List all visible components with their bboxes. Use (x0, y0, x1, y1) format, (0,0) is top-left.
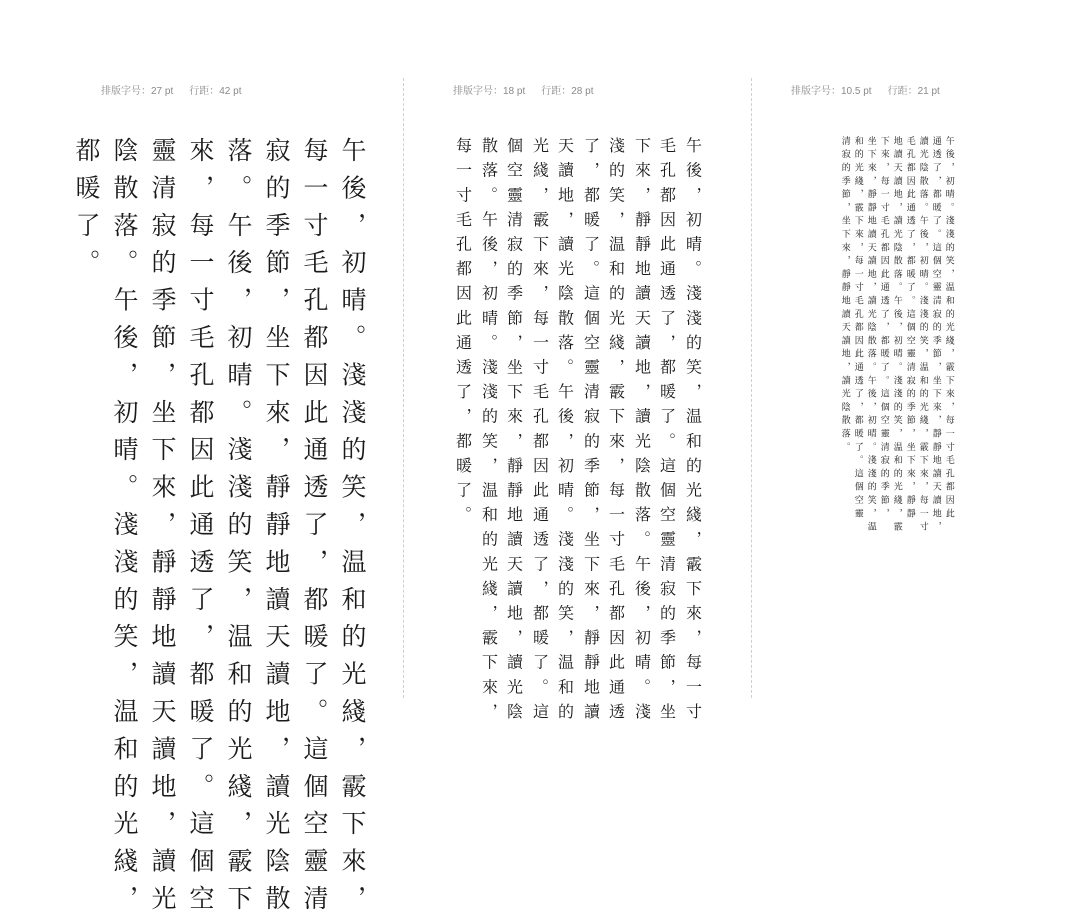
text-column: 天讀地，讀光陰散落。午後，初晴。淺淺的笑，温和的 (555, 137, 575, 728)
text-column: 個空靈清寂的季節，坐下來，靜靜地讀天讀地，讀光陰 (504, 137, 524, 728)
text-column: 午後，初晴。淺淺的笑，温和的光綫，霰下來，每一寸毛孔都因此 (943, 136, 954, 522)
text-column: 坐下來，靜靜地讀天讀地，讀光陰散落。午後，初晴。淺淺的笑，温 (865, 136, 876, 535)
text-column: 每一寸毛孔都因此通透了，都暖了。 (453, 137, 473, 531)
text-column: 了，都暖了。這個空靈清寂的季節，坐下來，靜靜地讀 (581, 137, 601, 728)
text-column: 毛孔都因此通透了，都暖了。這個空靈清寂的季節，坐 (657, 137, 677, 728)
font-size-label: 排版字号：27 pt (101, 86, 174, 97)
text-column: 通透了，都暖了。這個空靈清寂的季節，坐下來，靜靜地讀天讀地， (930, 136, 941, 535)
leading-label: 行距：21 pt (887, 86, 940, 97)
font-size-label: 排版字号：18 pt (453, 86, 526, 97)
text-column: 落。午後，初晴。淺淺的笑，温和的光綫，霰下 (224, 137, 253, 922)
caption-10-5pt (791, 82, 940, 97)
text-column: 午後，初晴。淺淺的笑，温和的光綫，霰下來，每一寸 (683, 137, 703, 728)
text-column: 和的光綫，霰下來，每一寸毛孔都因此通透了，都暖了。這個空靈 (852, 136, 863, 522)
caption-18pt (453, 82, 594, 97)
text-column: 都暖了。 (72, 137, 101, 287)
text-column: 寂的季節，坐下來，靜靜地讀天讀地，讀光陰散 (262, 137, 291, 922)
text-column: 淺的笑，温和的光綫，霰下來，每一寸毛孔都因此通透 (606, 137, 626, 728)
leading-label: 行距：28 pt (541, 86, 594, 97)
font-size-label: 排版字号：10.5 pt (791, 86, 872, 97)
text-column: 散落。午後，初晴。淺淺的笑，温和的光綫，霰下來， (479, 137, 499, 728)
text-column: 讀光陰散落。午後，初晴。淺淺的笑，温和的光綫，霰下來，每一寸 (917, 136, 928, 535)
text-column: 清寂的季節，坐下來，靜靜地讀天讀地，讀光陰散落。 (839, 136, 850, 456)
text-column: 地讀天讀地，讀光陰散落。午後，初晴。淺淺的笑，温和的光綫，霰 (891, 136, 902, 535)
panel-divider-left (403, 78, 404, 698)
text-column: 下來，靜靜地讀天讀地，讀光陰散落。午後，初晴。淺 (632, 137, 652, 728)
leading-label: 行距：42 pt (189, 86, 242, 97)
text-column: 毛孔都因此通透了，都暖了。這個空靈清寂的季節，坐下來，靜靜 (904, 136, 915, 522)
text-column: 午後，初晴。淺淺的笑，温和的光綫，霰下來， (338, 137, 367, 922)
text-column: 來，每一寸毛孔都因此通透了，都暖了。這個空 (186, 137, 215, 922)
text-column: 每一寸毛孔都因此通透了，都暖了。這個空靈清 (300, 137, 329, 922)
text-column: 下來，每一寸毛孔都因此通透了，都暖了。這個空靈清寂的季節， (878, 136, 889, 522)
text-column: 陰散落。午後，初晴。淺淺的笑，温和的光綫， (110, 137, 139, 922)
text-column: 光綫，霰下來，每一寸毛孔都因此通透了，都暖了。這 (530, 137, 550, 728)
text-column: 靈清寂的季節，坐下來，靜靜地讀天讀地，讀光 (148, 137, 177, 922)
panel-divider-right (751, 78, 752, 698)
caption-27pt (101, 82, 242, 97)
